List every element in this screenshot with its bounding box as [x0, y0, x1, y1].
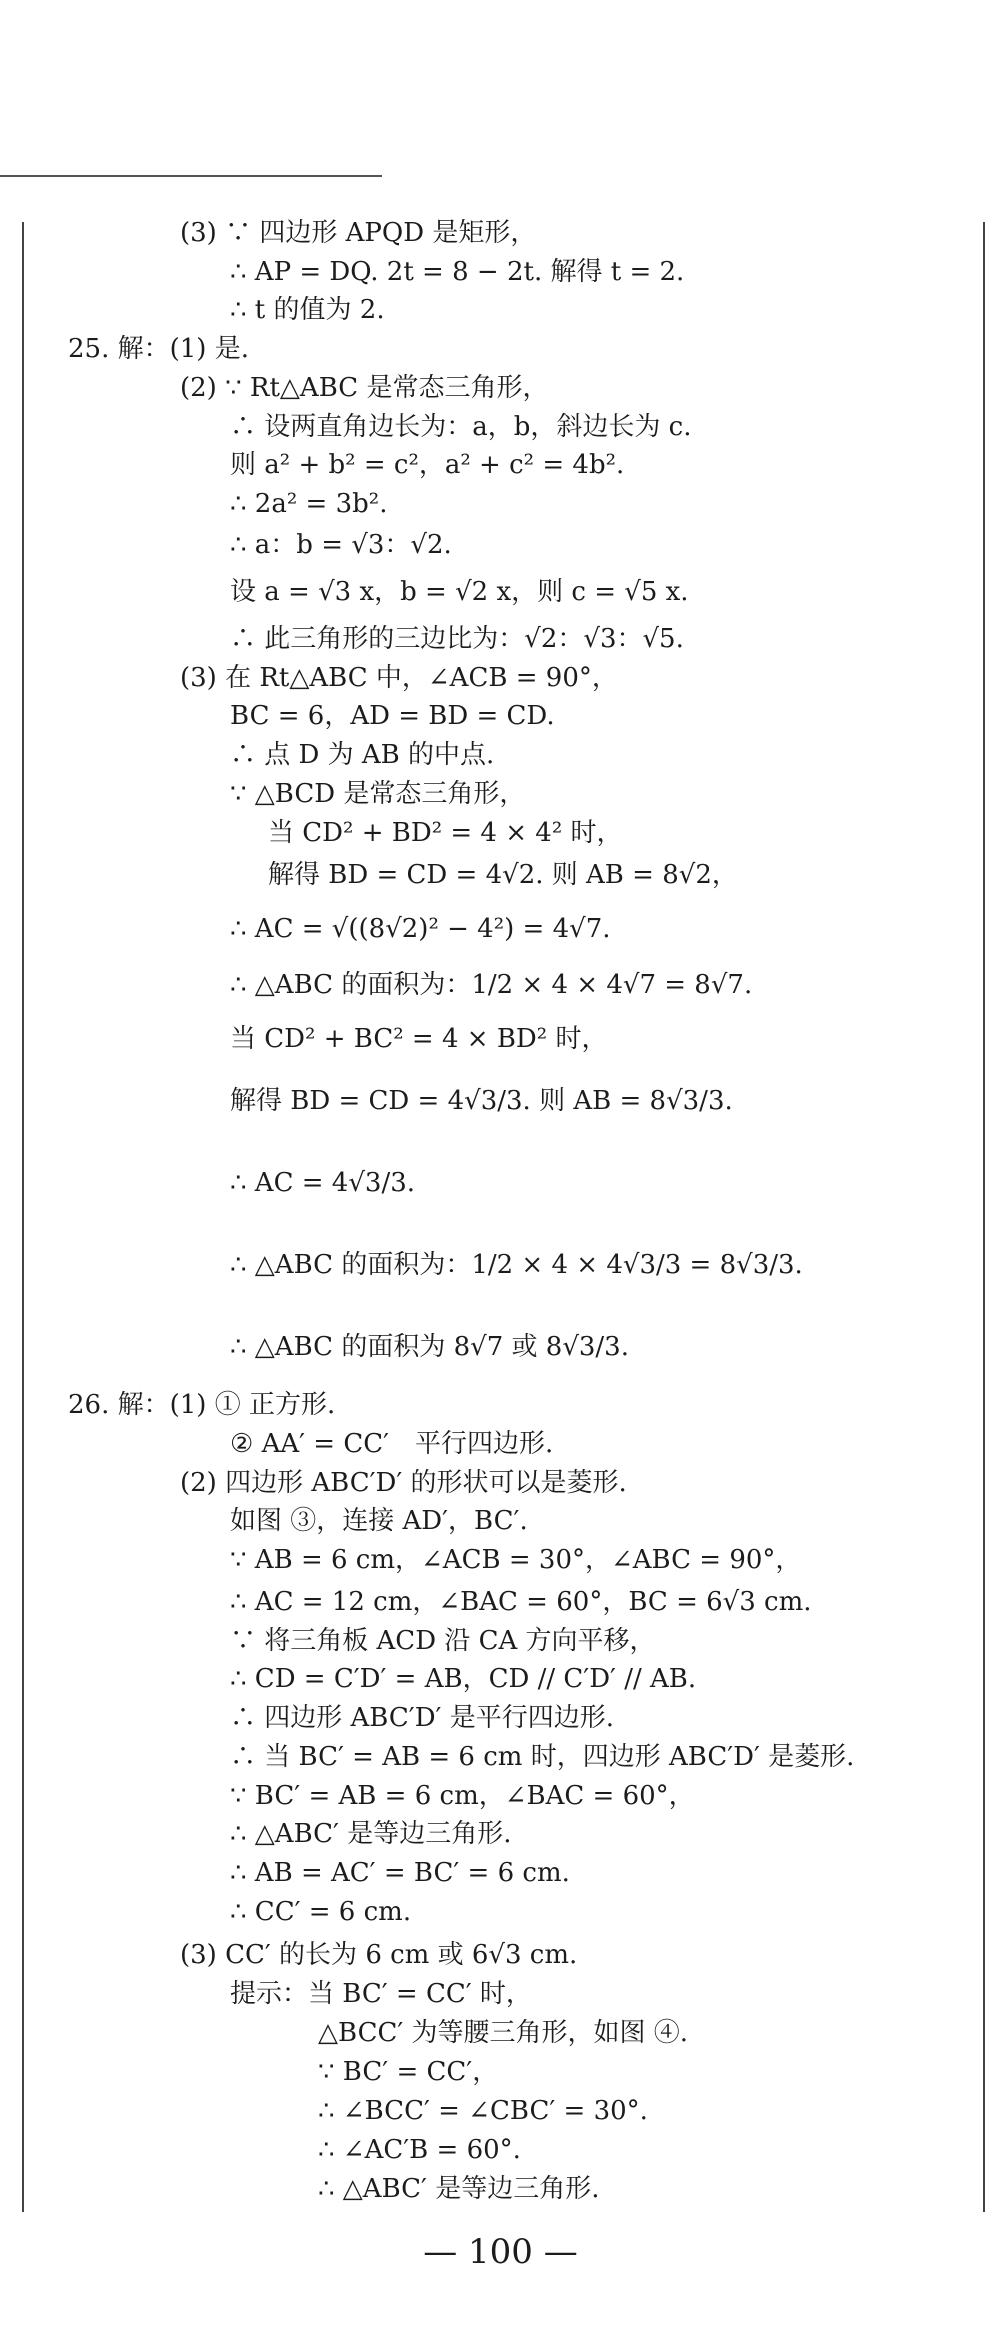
answer-line: △BCC′ 为等腰三角形，如图 ④.: [318, 2018, 689, 2048]
answer-line: 解得 BD = CD = 4√2. 则 AB = 8√2，: [268, 860, 738, 890]
answer-line: ∴ 设两直角边长为：a，b，斜边长为 c.: [230, 412, 692, 442]
answer-line: 则 a² + b² = c²，a² + c² = 4b².: [230, 450, 625, 480]
answer-line: ∵ 将三角板 ACD 沿 CA 方向平移，: [230, 1626, 656, 1656]
answer-line: (3) CC′ 的长为 6 cm 或 6√3 cm.: [180, 1940, 578, 1970]
answer-line: (3) ∵ 四边形 APQD 是矩形，: [180, 218, 537, 248]
answer-line: 提示：当 BC′ = CC′ 时，: [230, 1979, 532, 2009]
answer-line: ∴ △ABC 的面积为：1/2 × 4 × 4√7 = 8√7.: [230, 970, 753, 1000]
answer-line: ∴ AC = 12 cm，∠BAC = 60°，BC = 6√3 cm.: [230, 1587, 812, 1617]
answer-line: ∴ 四边形 ABC′D′ 是平行四边形.: [230, 1703, 614, 1733]
answer-line: ∴ ∠BCC′ = ∠CBC′ = 30°.: [318, 2096, 648, 2126]
page-number: — 100 —: [423, 2232, 578, 2272]
answer-line: ∴ AB = AC′ = BC′ = 6 cm.: [230, 1858, 570, 1888]
answer-line: BC = 6，AD = BD = CD.: [230, 701, 555, 731]
answer-line: (2) ∵ Rt△ABC 是常态三角形，: [180, 373, 549, 403]
answer-line: ∴ CD = C′D′ = AB，CD // C′D′ // AB.: [230, 1664, 697, 1694]
answer-line: ∴ 点 D 为 AB 的中点.: [230, 740, 495, 770]
answer-line: ∴ CC′ = 6 cm.: [230, 1897, 412, 1927]
answer-line: 26. 解：(1) ① 正方形.: [68, 1390, 336, 1420]
answer-line: ∴ 此三角形的三边比为：√2：√3：√5.: [230, 624, 684, 654]
answer-line: ∴ △ABC 的面积为：1/2 × 4 × 4√3/3 = 8√3/3.: [230, 1250, 803, 1280]
answer-line: 当 CD² + BC² = 4 × BD² 时，: [230, 1024, 608, 1054]
answer-line: 设 a = √3 x，b = √2 x，则 c = √5 x.: [230, 577, 689, 607]
top-rule: [0, 175, 382, 177]
answer-line: ∴ AC = 4√3/3.: [230, 1168, 416, 1198]
answer-line: ∵ BC′ = CC′，: [318, 2057, 499, 2087]
answer-line: ② AA′ = CC′ 平行四边形.: [230, 1429, 554, 1459]
answer-line: (3) 在 Rt△ABC 中，∠ACB = 90°，: [180, 663, 618, 693]
left-margin-rule: [22, 222, 24, 2212]
answer-line: 当 CD² + BD² = 4 × 4² 时，: [268, 818, 623, 848]
answer-line: ∴ △ABC 的面积为 8√7 或 8√3/3.: [230, 1332, 629, 1362]
answer-line: ∴ 当 BC′ = AB = 6 cm 时，四边形 ABC′D′ 是菱形.: [230, 1742, 855, 1772]
answer-line: ∴ AC = √((8√2)² − 4²) = 4√7.: [230, 914, 611, 944]
answer-line: ∴ ∠AC′B = 60°.: [318, 2135, 521, 2165]
answer-line: ∵ BC′ = AB = 6 cm，∠BAC = 60°，: [230, 1781, 695, 1811]
answer-line: ∵ AB = 6 cm，∠ACB = 30°，∠ABC = 90°，: [230, 1545, 802, 1575]
answer-line: ∴ a：b = √3：√2.: [230, 530, 452, 560]
answer-line: ∴ AP = DQ. 2t = 8 − 2t. 解得 t = 2.: [230, 257, 685, 287]
answer-line: (2) 四边形 ABC′D′ 的形状可以是菱形.: [180, 1468, 627, 1498]
answer-line: 如图 ③，连接 AD′，BC′.: [230, 1506, 528, 1536]
answer-line: ∴ △ABC′ 是等边三角形.: [318, 2174, 600, 2204]
answer-line: 25. 解：(1) 是.: [68, 334, 249, 364]
answer-line: ∴ △ABC′ 是等边三角形.: [230, 1819, 512, 1849]
answer-line: ∴ t 的值为 2.: [230, 295, 385, 325]
answer-line: ∴ 2a² = 3b².: [230, 489, 388, 519]
answer-line: ∵ △BCD 是常态三角形，: [230, 779, 526, 809]
right-margin-rule: [983, 222, 985, 2212]
answer-line: 解得 BD = CD = 4√3/3. 则 AB = 8√3/3.: [230, 1086, 733, 1116]
